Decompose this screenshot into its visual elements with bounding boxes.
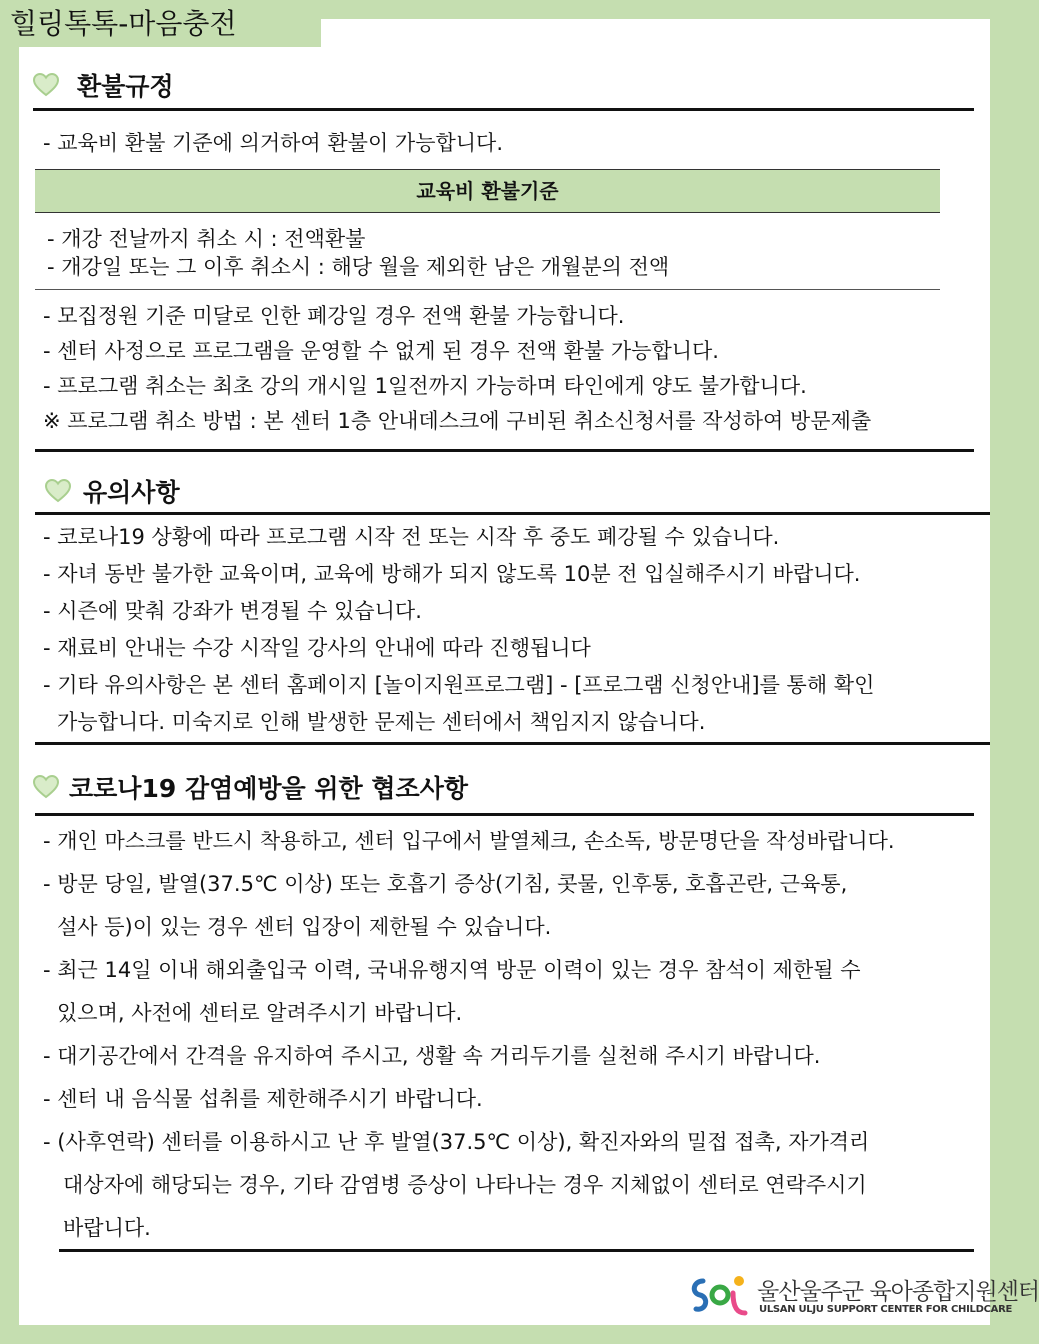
caution-heading-text: 유의사항 (83, 478, 180, 507)
refund-note: - 프로그램 취소는 최초 강의 개시일 1일전까지 가능하며 타인에게 양도 불가합니다. (43, 374, 807, 398)
refund-cancel-method: ※ 프로그램 취소 방법 : 본 센터 1층 안내데스크에 구비된 취소신청서를 작성하여 방문제출 (43, 409, 872, 433)
covid-line: - 최근 14일 이내 해외출입국 이력, 국내유행지역 방문 이력이 있는 경우 참석이 제한될 수 (43, 958, 861, 982)
covid-line: - 방문 당일, 발열(37.5℃ 이상) 또는 호흡기 증상(기침, 콧물, 인후통, 호흡곤란, 근육통, (43, 872, 848, 896)
covid-line: - 개인 마스크를 반드시 착용하고, 센터 입구에서 발열체크, 손소독, 방문명단을 작성바랍니다. (43, 829, 895, 853)
caution-line: - 기타 유의사항은 본 센터 홈페이지 [놀이지원프로그램] - [프로그램 신청안내]를 통해 확인 (43, 673, 875, 697)
refund-heading-text: 환불규정 (77, 72, 174, 101)
center-logo (687, 1271, 1039, 1321)
center-logo-icon (687, 1271, 751, 1321)
refund-note: - 센터 사정으로 프로그램을 운영할 수 없게 된 경우 전액 환불 가능합니다. (43, 339, 719, 363)
refund-intro: - 교육비 환불 기준에 의거하여 환불이 가능합니다. (43, 131, 504, 155)
covid-line-continued: 대상자에 해당되는 경우, 기타 감염병 증상이 나타나는 경우 지체없이 센터로 연락주시기 (63, 1173, 867, 1197)
refund-table-bottom-rule (35, 289, 940, 290)
heart-icon (45, 479, 71, 503)
covid-line-continued: 바랍니다. (63, 1216, 151, 1240)
covid-section-heading (33, 769, 468, 805)
caution-heading-rule (35, 512, 990, 515)
center-logo-name-ko: 울산울주군 육아종합지원센터 (757, 1279, 1039, 1305)
caution-line: - 재료비 안내는 수강 시작일 강사의 안내에 따라 진행됩니다 (43, 636, 591, 660)
covid-line-continued: 있으며, 사전에 센터로 알려주시기 바랍니다. (57, 1001, 463, 1025)
covid-heading-text: 코로나19 감염예방을 위한 협조사항 (69, 774, 469, 803)
caution-line: - 시즌에 맞춰 강좌가 변경될 수 있습니다. (43, 599, 422, 623)
refund-note: - 모집정원 기준 미달로 인한 폐강일 경우 전액 환불 가능합니다. (43, 304, 625, 328)
covid-line: - 대기공간에서 간격을 유지하여 주시고, 생활 속 거리두기를 실천해 주시기 바랍니다. (43, 1044, 821, 1068)
refund-section-end-rule (35, 449, 974, 452)
caution-section-heading (45, 473, 180, 509)
caution-line-continued: 가능합니다. 미숙지로 인해 발생한 문제는 센터에서 책임지지 않습니다. (57, 710, 706, 734)
refund-table-header: 교육비 환불기준 (35, 169, 940, 213)
covid-section-end-rule (59, 1249, 974, 1252)
caution-line: - 코로나19 상황에 따라 프로그램 시작 전 또는 시작 후 중도 폐강될 수 있습니다. (43, 525, 780, 549)
refund-table-row: - 개강 전날까지 취소 시 : 전액환불 (47, 227, 366, 251)
heart-icon (33, 775, 59, 799)
document-sheet (19, 19, 1039, 1325)
covid-line-continued: 설사 등)이 있는 경우 센터 입장이 제한될 수 있습니다. (57, 915, 552, 939)
covid-heading-rule (35, 813, 974, 816)
caution-line: - 자녀 동반 불가한 교육이며, 교육에 방해가 되지 않도록 10분 전 입실해주시기 바랍니다. (43, 562, 861, 586)
page-title: 힐링톡톡-마음충전 (0, 0, 321, 47)
covid-line: - 센터 내 음식물 섭취를 제한해주시기 바랍니다. (43, 1087, 483, 1111)
center-logo-name-en: ULSAN ULJU SUPPORT CENTER FOR CHILDCARE (759, 1304, 1013, 1315)
covid-line: - (사후연락) 센터를 이용하시고 난 후 발열(37.5℃ 이상), 확진자와의 밀접 접촉, 자가격리 (43, 1130, 870, 1154)
refund-heading-rule (33, 108, 974, 111)
refund-table-row: - 개강일 또는 그 이후 취소시 : 해당 월을 제외한 남은 개월분의 전액 (47, 255, 670, 279)
heart-icon (33, 73, 59, 97)
caution-section-end-rule (35, 742, 990, 745)
refund-section-heading (33, 67, 174, 103)
